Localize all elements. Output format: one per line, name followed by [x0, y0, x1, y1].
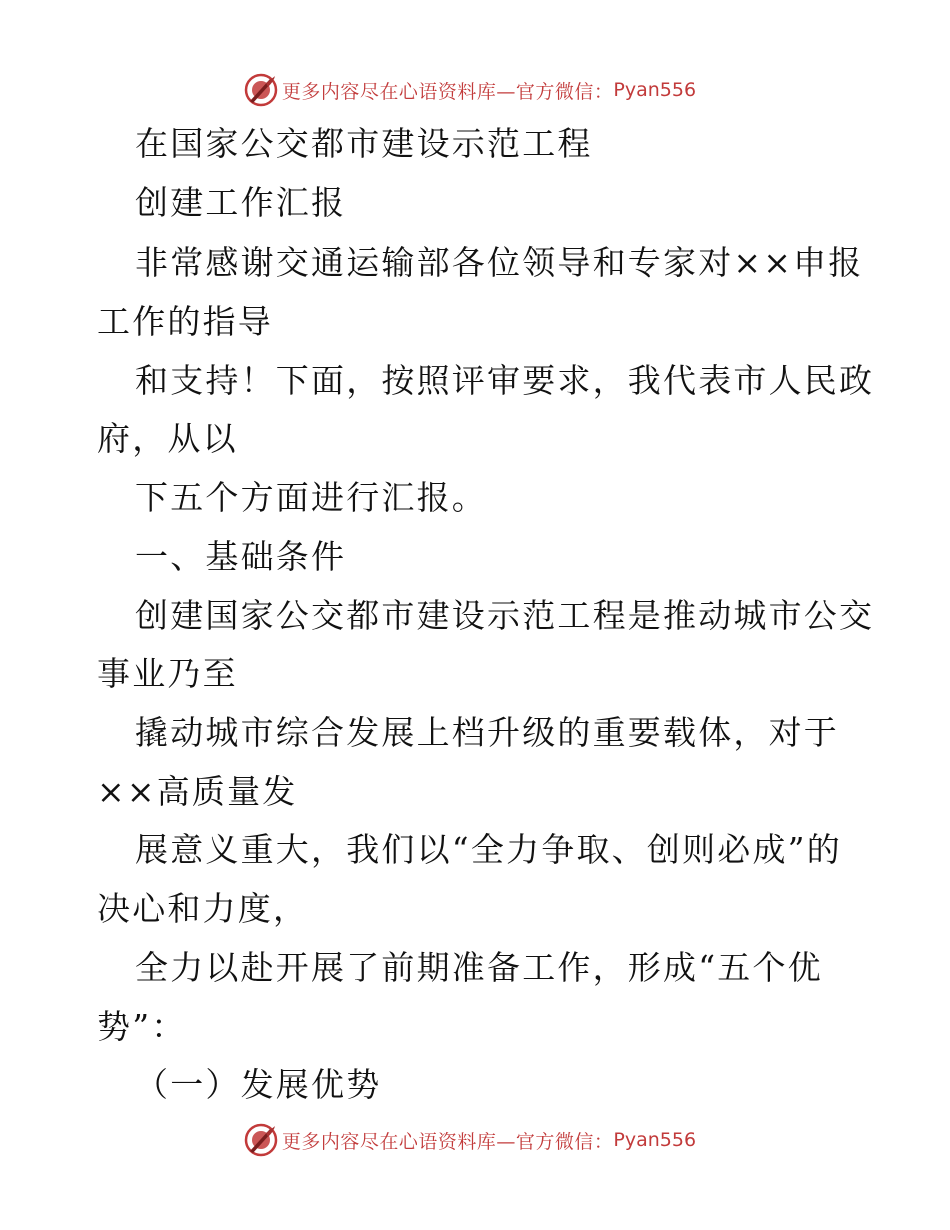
- watermark-banner-bottom: [0, 1120, 950, 1160]
- document-title-line-2: 创建工作汇报: [135, 183, 347, 222]
- document-title-line-1: 在国家公交都市建设示范工程: [135, 124, 593, 163]
- watermark-text: 更多内容尽在心语资料库—官方微信：: [281, 80, 614, 103]
- paragraph-line: 和支持！下面，按照评审要求，我代表市人民政: [135, 361, 875, 400]
- paragraph-line: 下五个方面进行汇报。: [135, 478, 487, 517]
- paragraph-line: 事业乃至: [97, 654, 238, 693]
- paragraph-line: 府，从以: [97, 419, 238, 458]
- watermark-wechat-id: Pyan556: [613, 1129, 697, 1151]
- paragraph-line: 创建国家公交都市建设示范工程是推动城市公交: [135, 596, 875, 635]
- watermark-text: 更多内容尽在心语资料库—官方微信：: [281, 1130, 614, 1153]
- paragraph-line: 势”：: [97, 1007, 187, 1046]
- paragraph-line: 全力以赴开展了前期准备工作，形成“五个优: [135, 948, 823, 987]
- subsection-heading: （一）发展优势: [135, 1065, 382, 1104]
- paragraph-line: 决心和力度，: [97, 889, 309, 928]
- paragraph-line: 工作的指导: [97, 302, 273, 341]
- watermark-wechat-id: Pyan556: [613, 79, 697, 101]
- section-heading: 一、基础条件: [135, 537, 347, 576]
- paragraph-line: 非常感谢交通运输部各位领导和专家对××申报: [135, 243, 864, 282]
- quill-logo-icon: [244, 1123, 278, 1157]
- paragraph-line: 撬动城市综合发展上档升级的重要载体，对于: [135, 713, 839, 752]
- watermark-banner-top: [0, 70, 950, 110]
- quill-logo-icon: [244, 73, 278, 107]
- paragraph-line: ××高质量发: [97, 772, 298, 811]
- paragraph-line: 展意义重大，我们以“全力争取、创则必成”的: [135, 830, 842, 869]
